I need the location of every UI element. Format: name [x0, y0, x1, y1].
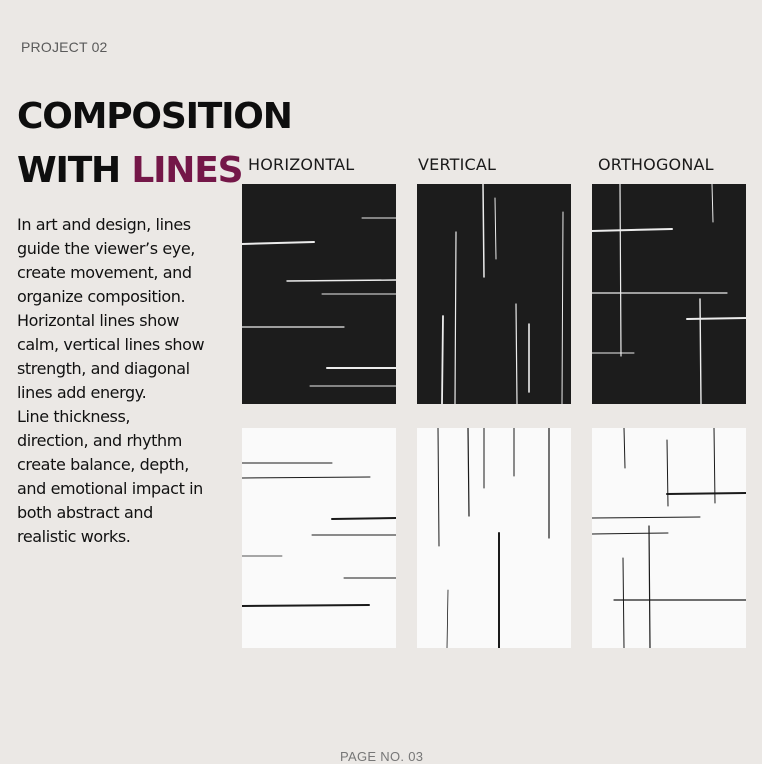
orthogonal-lines-on-white-image [592, 428, 746, 648]
description-paragraph: In art and design, lines guide the viewer’s eye, create movement, and organize composition. Horizontal lines show calm, vertical lines show strength, and diagonal lines add energy. Line thickness, direction, and rhythm create balance, depth, and emotional impact in both abstract and realistic works. [17, 215, 205, 546]
vertical-lines-on-white-image [417, 428, 571, 648]
page-title [17, 90, 292, 198]
artwork-vertical-white [417, 428, 571, 648]
vertical-lines-on-black-image [417, 184, 571, 404]
column-heading-horizontal: HORIZONTAL [248, 155, 355, 174]
horizontal-lines-on-white-image [242, 428, 396, 648]
artwork-horizontal-black [242, 184, 396, 404]
artwork-orthogonal-black [592, 184, 746, 404]
project-label: PROJECT 02 [21, 39, 108, 55]
page-number: PAGE NO. 03 [340, 749, 424, 764]
horizontal-lines-on-black-image [242, 184, 396, 404]
artwork-horizontal-white [242, 428, 396, 648]
title-line-2-prefix: WITH [17, 150, 132, 191]
column-heading-vertical: VERTICAL [418, 155, 497, 174]
artwork-vertical-black [417, 184, 571, 404]
orthogonal-lines-on-black-image [592, 184, 746, 404]
column-heading-orthogonal: ORTHOGONAL [598, 155, 714, 174]
title-line-1: COMPOSITION [17, 96, 292, 137]
title-accent-word: LINES [131, 150, 243, 191]
artwork-orthogonal-white [592, 428, 746, 648]
